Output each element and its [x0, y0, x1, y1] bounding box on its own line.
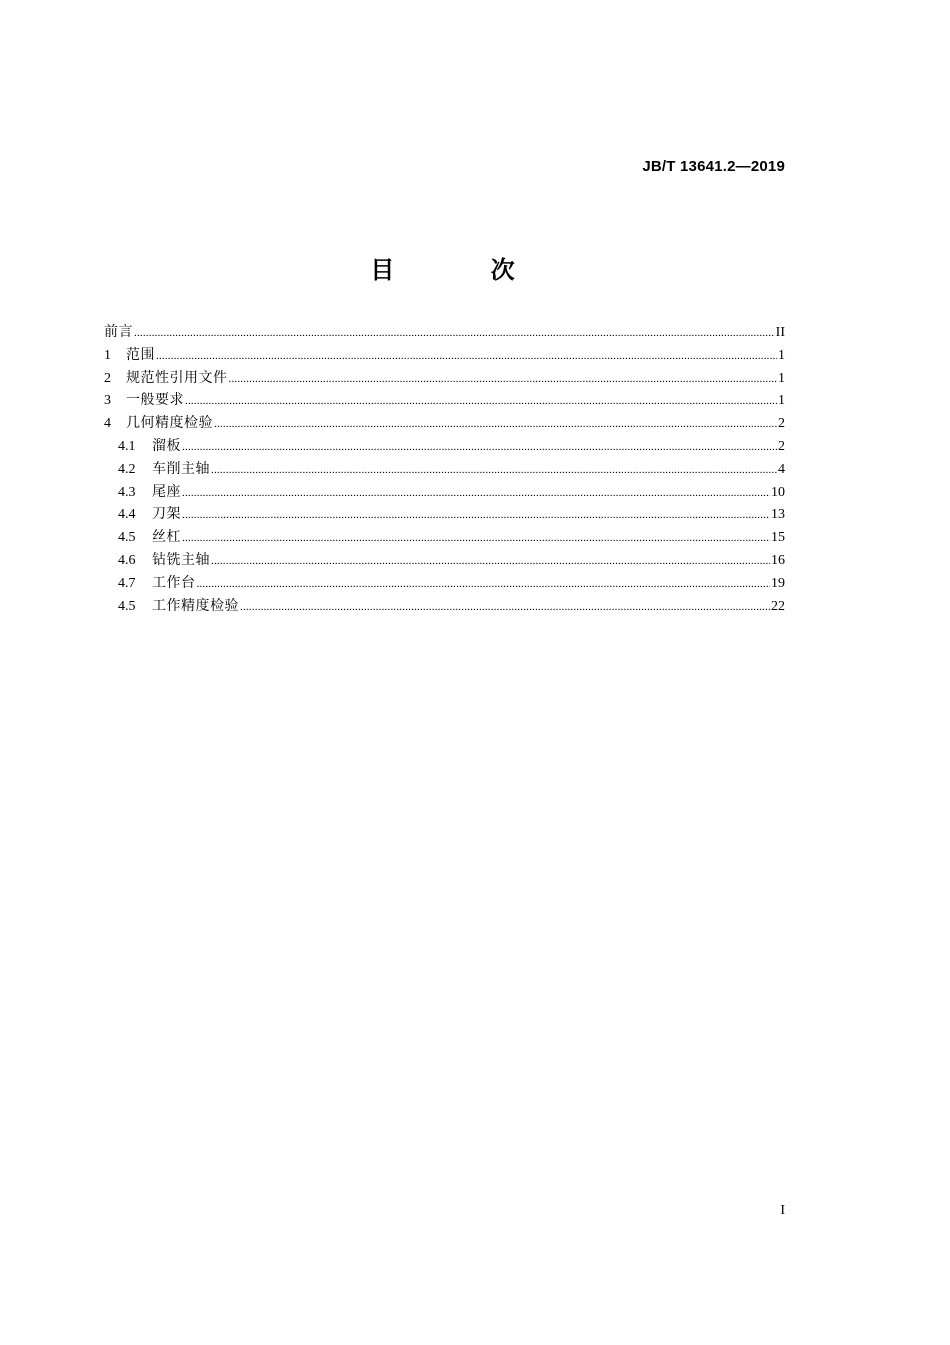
toc-entry-4-5[interactable]: [104, 527, 785, 550]
toc-entry-4-3[interactable]: [104, 482, 785, 505]
toc-entry-number: 4.7: [118, 575, 136, 591]
toc-entry-page: 13: [771, 507, 785, 523]
toc-entry-number: 4.1: [118, 438, 136, 454]
toc-entry-label: 工作精度检验: [152, 598, 239, 614]
toc-leader-dots: [211, 550, 770, 573]
toc-leader-dots: [240, 596, 770, 619]
toc-leader-dots: [182, 482, 770, 505]
toc-entry-page: 2: [778, 416, 785, 432]
toc-entry-number: 2: [104, 370, 111, 386]
table-of-contents: [104, 322, 785, 618]
toc-entry-label: 工作台: [152, 575, 196, 591]
toc-leader-dots: [182, 436, 777, 459]
toc-entry-label: 几何精度检验: [126, 416, 213, 432]
toc-entry-number: 3: [104, 393, 111, 409]
toc-leader-dots: [197, 573, 771, 596]
toc-entry-2[interactable]: [104, 368, 785, 391]
toc-leader-dots: [185, 390, 777, 413]
toc-entry-number: 4.6: [118, 552, 136, 568]
toc-entry-4-4[interactable]: [104, 504, 785, 527]
toc-leader-dots: [182, 527, 770, 550]
toc-entry-number: 1: [104, 347, 111, 363]
toc-entry-number: 4: [104, 416, 111, 432]
toc-leader-dots: [134, 322, 775, 345]
toc-entry-number: 4.5: [118, 598, 136, 614]
toc-leader-dots: [156, 345, 777, 368]
toc-entry-label: 规范性引用文件: [126, 370, 228, 386]
toc-entry-number: 4.5: [118, 530, 136, 546]
toc-entry-page: 15: [771, 530, 785, 546]
toc-entry-4-2[interactable]: [104, 459, 785, 482]
toc-entry-page: 22: [771, 598, 785, 614]
toc-leader-dots: [211, 459, 777, 482]
toc-title: 目 次: [370, 256, 559, 284]
toc-entry-page: 19: [771, 575, 785, 591]
toc-entry-3[interactable]: [104, 390, 785, 413]
toc-entry-4-5-work-accuracy[interactable]: [104, 596, 785, 619]
toc-entry-label: 一般要求: [126, 393, 184, 409]
toc-entry-label: 尾座: [152, 484, 181, 500]
toc-entry-page: 1: [778, 347, 785, 363]
toc-entry-number: 4.2: [118, 461, 136, 477]
toc-leader-dots: [214, 413, 777, 436]
toc-entry-label: 前言: [104, 325, 133, 340]
toc-entry-page: II: [775, 325, 785, 340]
standard-number: JB/T 13641.2—2019: [642, 158, 785, 175]
toc-entry-label: 钻铣主轴: [152, 552, 210, 568]
toc-entry-label: 范围: [126, 347, 155, 363]
toc-entry-label: 车削主轴: [152, 461, 210, 477]
toc-entry-page: 1: [778, 393, 785, 409]
toc-leader-dots: [182, 504, 770, 527]
toc-entry-1[interactable]: [104, 345, 785, 368]
toc-entry-label: 刀架: [152, 507, 181, 523]
toc-entry-foreword[interactable]: [104, 322, 785, 345]
toc-entry-number: 4.3: [118, 484, 136, 500]
toc-entry-page: 1: [778, 370, 785, 386]
toc-entry-4-1[interactable]: [104, 436, 785, 459]
toc-entry-page: 2: [778, 438, 785, 454]
toc-entry-label: 丝杠: [152, 530, 181, 546]
toc-entry-4-6[interactable]: [104, 550, 785, 573]
toc-entry-4[interactable]: [104, 413, 785, 436]
toc-entry-number: 4.4: [118, 507, 136, 523]
toc-entry-page: 10: [771, 484, 785, 500]
toc-entry-page: 4: [778, 461, 785, 477]
page-number: I: [780, 1203, 785, 1218]
toc-entry-label: 溜板: [152, 438, 181, 454]
toc-entry-4-7[interactable]: [104, 573, 785, 596]
toc-entry-page: 16: [771, 552, 785, 568]
toc-leader-dots: [229, 368, 778, 391]
